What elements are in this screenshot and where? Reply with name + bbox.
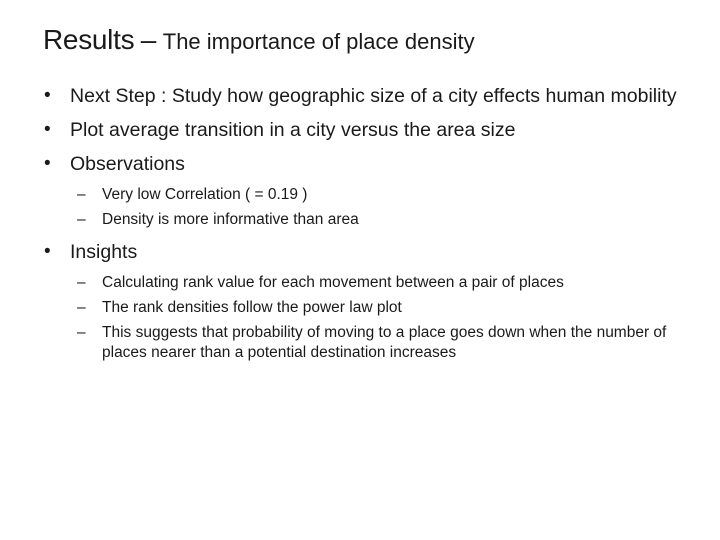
title-subtitle: The importance of place density — [162, 29, 475, 54]
bullet-text: Observations — [70, 153, 185, 175]
bullet-icon: • — [44, 241, 51, 262]
dash-icon: – — [77, 299, 86, 316]
bullet-item-next-step — [44, 84, 684, 108]
bullet-item-observations — [44, 152, 684, 230]
slide-title — [43, 24, 683, 56]
bullet-item-insights — [44, 240, 684, 363]
sub-bullet-item — [70, 273, 684, 293]
bullet-icon: • — [44, 153, 51, 174]
title-main: Results — [43, 24, 135, 55]
bullet-icon: • — [44, 85, 51, 106]
sub-bullet-text: Calculating rank value for each movement between a pair of places — [102, 274, 564, 291]
sub-bullet-item — [70, 210, 684, 230]
sub-bullet-item — [70, 323, 684, 363]
bullet-list — [44, 84, 684, 373]
sub-bullet-item — [70, 298, 684, 318]
dash-icon: – — [77, 274, 86, 291]
sub-bullet-text: Density is more informative than area — [102, 211, 359, 228]
sub-bullet-list — [70, 185, 684, 230]
sub-bullet-text: This suggests that probability of moving to a place goes down when the number of places nearer than a potential destination increases — [102, 324, 667, 361]
bullet-text: Insights — [70, 241, 138, 263]
title-separator: – — [140, 24, 157, 55]
sub-bullet-list — [70, 273, 684, 363]
bullet-icon: • — [44, 119, 51, 140]
bullet-text: Next Step : Study how geographic size of a city effects human mobility — [70, 85, 677, 107]
bullet-text: Plot average transition in a city versus the area size — [70, 119, 516, 141]
dash-icon: – — [77, 186, 86, 203]
sub-bullet-text: The rank densities follow the power law plot — [102, 299, 402, 316]
dash-icon: – — [77, 211, 86, 228]
bullet-item-plot — [44, 118, 684, 142]
sub-bullet-text: Very low Correlation ( = 0.19 ) — [102, 186, 308, 203]
sub-bullet-item — [70, 185, 684, 205]
dash-icon: – — [77, 324, 86, 341]
